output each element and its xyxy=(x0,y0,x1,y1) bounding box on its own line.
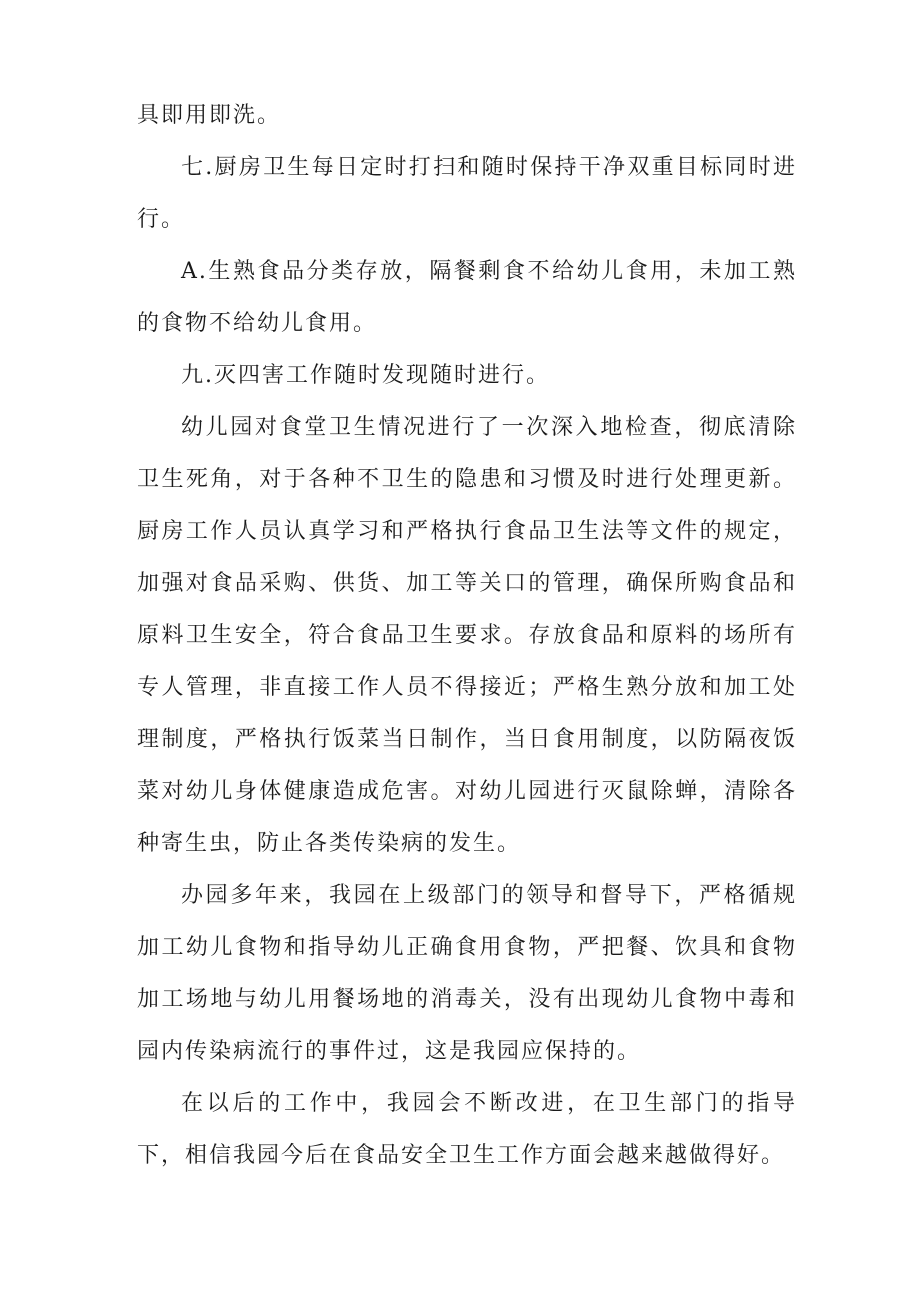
paragraph-history: 办园多年来，我园在上级部门的领导和督导下，严格循规加工幼儿食物和指导幼儿正确食用食物，严把餐、饮具和食物加工场地与幼儿用餐场地的消毒关，没有出现幼儿食物中毒和园内传染病流行的事件过，这是我园应保持的。 xyxy=(137,883,797,1064)
document-body xyxy=(137,90,797,1182)
paragraph-item-8: A.生熟食品分类存放，隔餐剩食不给幼儿食用，未加工熟的食物不给幼儿食用。 xyxy=(137,259,797,336)
paragraph-inspection: 幼儿园对食堂卫生情况进行了一次深入地检查，彻底清除卫生死角，对于各种不卫生的隐患和习惯及时进行处理更新。厨房工作人员认真学习和严格执行食品卫生法等文件的规定，加强对食品采购、供货、加工等关口的管理，确保所购食品和原料卫生安全，符合食品卫生要求。存放食品和原料的场所有专人管理，非直接工作人员不得接近；严格生熟分放和加工处理制度，严格执行饭菜当日制作，当日食用制度，以防隔夜饭菜对幼儿身体健康造成危害。对幼儿园进行灭鼠除蝉，清除各种寄生虫，防止各类传染病的发生。 xyxy=(137,415,797,856)
paragraph-future: 在以后的工作中，我园会不断改进，在卫生部门的指导下，相信我园今后在食品安全卫生工作方面会越来越做得好。 xyxy=(137,1091,797,1168)
paragraph-continuation: 具即用即洗。 xyxy=(137,103,282,128)
paragraph-item-7: 七.厨房卫生每日定时打扫和随时保持干净双重目标同时进行。 xyxy=(137,155,797,232)
paragraph-item-9: 九.灭四害工作随时发现随时进行。 xyxy=(181,363,550,388)
